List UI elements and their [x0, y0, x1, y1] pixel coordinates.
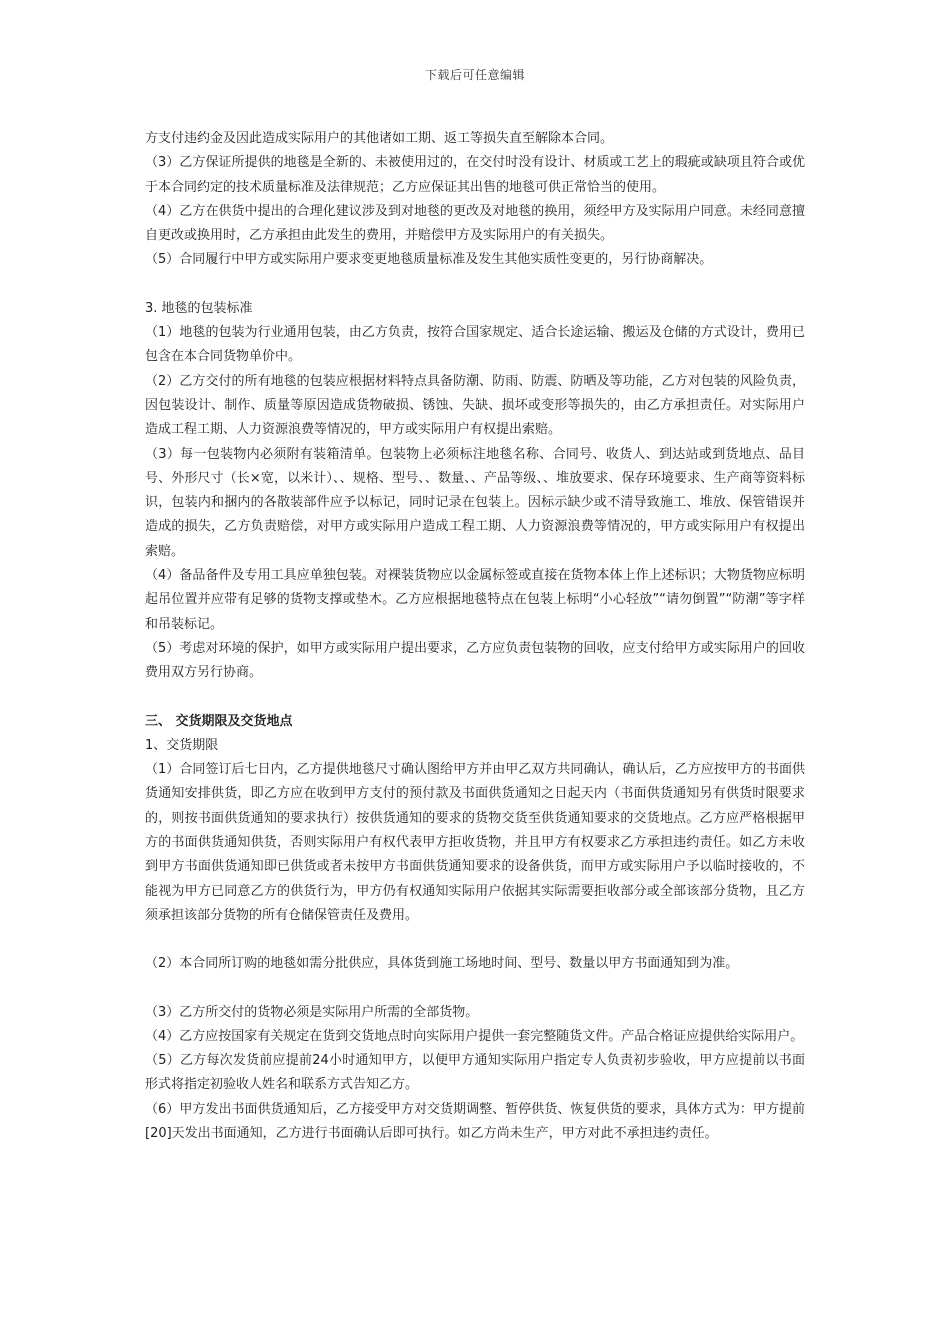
paragraph: 方支付违约金及因此造成实际用户的其他诸如工期、返工等损失直至解除本合同。	[145, 131, 614, 146]
paragraph: （2）本合同所订购的地毯如需分批供应，具体货到施工场地时间、型号、数量以甲方书面通知到为准。	[145, 956, 739, 972]
blank-line	[145, 686, 805, 710]
paragraph: （4）备品备件及专用工具应单独包装。对裸装货物应以金属标签或直接在货物本体上作上述标识；大物货物应标明起吊位置并应带有足够的货物支撑或垫木。乙方应根据地毯特点在包装上标明“小心轻放”“请勿倒置”“防潮”等字样和吊装标记。	[145, 568, 805, 632]
blank-line	[145, 273, 805, 297]
paragraph: （5）合同履行中甲方或实际用户要求变更地毯质量标准及发生其他实质性变更的，另行协商解决。	[145, 252, 713, 268]
blank-line	[145, 977, 805, 1001]
page-header: 下载后可任意编辑	[424, 68, 525, 82]
paragraph: （4）乙方应按国家有关规定在货到交货地点时向实际用户提供一套完整随货文件。产品合格证应提供给实际用户。	[145, 1028, 804, 1044]
paragraph: （1）地毯的包装为行业通用包装，由乙方负责，按符合国家规定、适合长途运输、搬运及仓储的方式设计，费用已包含在本合同货物单价中。	[145, 325, 805, 365]
document-body	[145, 127, 805, 1146]
subsection-heading: 1、交货期限	[145, 737, 219, 753]
section-heading: 3. 地毯的包装标准	[145, 300, 253, 316]
paragraph: （3）每一包装物内必须附有装箱清单。包装物上必须标注地毯名称、合同号、收货人、到达站或到货地点、品目号、外形尺寸（长×宽，以米计）、、规格、型号、、数量、、产品等级、、堆放要求、保存环境要求、生产商等资料标识，包装内和捆内的各散装部件应予以标记，同时记录在包装上。因标示缺少或不清导致施工、堆放、保管错误并造成的损失，乙方负责赔偿，对甲方或实际用户造成工程工期、人力资源浪费等情况的，甲方或实际用户有权提出索赔。	[145, 446, 805, 559]
paragraph: （5）乙方每次发货前应提前24小时通知甲方，以便甲方通知实际用户指定专人负责初步验收，甲方应提前以书面形式将指定初验收人姓名和联系方式告知乙方。	[145, 1053, 805, 1093]
paragraph: （6）甲方发出书面供货通知后，乙方接受甲方对交货期调整、暂停供货、恢复供货的要求，具体方式为：甲方提前[20]天发出书面通知，乙方进行书面确认后即可执行。如乙方尚未生产，甲方对此不承担违约责任。	[145, 1101, 805, 1141]
paragraph: （4）乙方在供货中提出的合理化建议涉及到对地毯的更改及对地毯的换用，须经甲方及实际用户同意。未经同意擅自更改或换用时，乙方承担由此发生的费用，并赔偿甲方及实际用户的有关损失。	[145, 203, 805, 244]
paragraph: （5）考虑对环境的保护，如甲方或实际用户提出要求，乙方应负责包装物的回收，应支付给甲方或实际用户的回收费用双方另行协商。	[145, 640, 805, 681]
blank-line	[145, 928, 805, 952]
paragraph: （3）乙方所交付的货物必须是实际用户所需的全部货物。	[145, 1004, 479, 1020]
paragraph: （1）合同签订后七日内，乙方提供地毯尺寸确认图给甲方并由甲乙双方共同确认，确认后，乙方应按甲方的书面供货通知安排供货，即乙方应在收到甲方支付的预付款及书面供货通知之日起天内（书面供货通知另有供货时限要求的，则按书面供货通知的要求执行）按供货通知的要求的货物交货至供货通知要求的交货地点。乙方应严格根据甲方的书面供货通知供货，否则实际用户有权代表甲方拒收货物，并且甲方有权要求乙方承担违约责任。如乙方未收到甲方书面供货通知即已供货或者未按甲方书面供货通知要求的设备供货，而甲方或实际用户予以临时接收的，不能视为甲方已同意乙方的供货行为，甲方仍有权通知实际用户依据其实际需要拒收部分或全部该部分货物，且乙方须承担该部分货物的所有仓储保管责任及费用。	[145, 762, 805, 923]
section-title: 三、 交货期限及交货地点	[145, 713, 293, 729]
paragraph: （2）乙方交付的所有地毯的包装应根据材料特点具备防潮、防雨、防震、防晒及等功能，乙方对包装的风险负责，因包装设计、制作、质量等原因造成货物破损、锈蚀、失缺、损坏或变形等损失的，由乙方承担责任。对实际用户造成工程工期、人力资源浪费等情况的，甲方或实际用户有权提出索赔。	[145, 373, 805, 438]
paragraph: （3）乙方保证所提供的地毯是全新的、未被使用过的，在交付时没有设计、材质或工艺上的瑕疵或缺项且符合或优于本合同约定的技术质量标准及法律规范；乙方应保证其出售的地毯可供正常恰当的使用。	[145, 155, 805, 195]
